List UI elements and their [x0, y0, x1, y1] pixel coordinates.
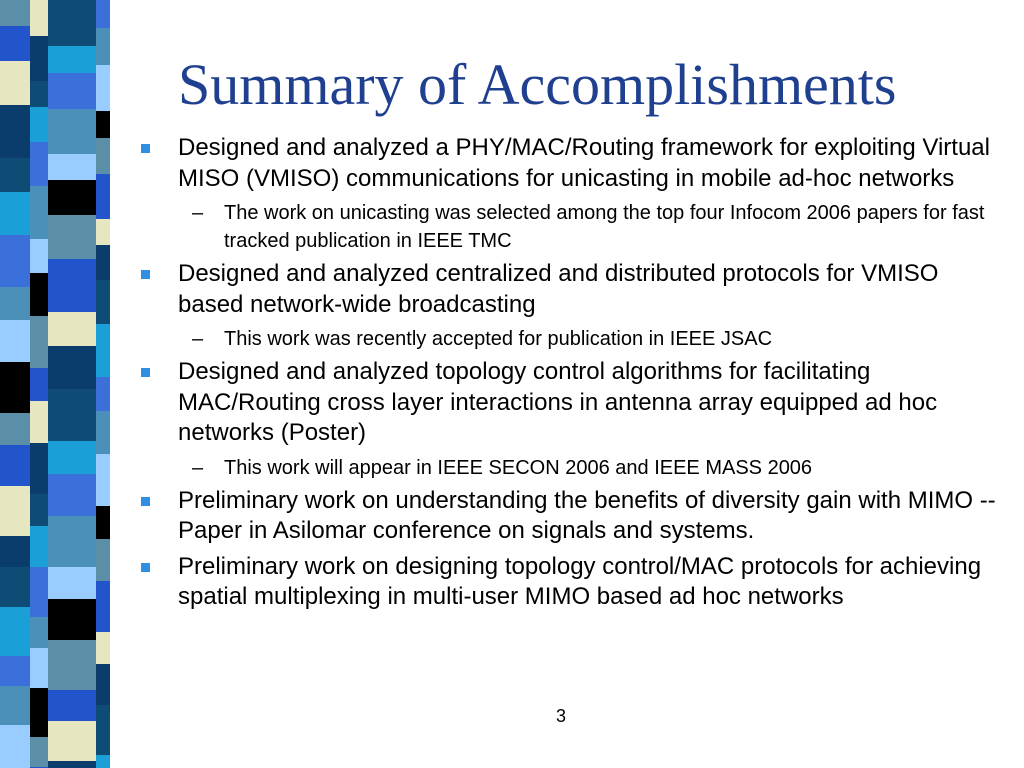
- strip-tile: [30, 494, 48, 526]
- strip-tile: [96, 28, 110, 65]
- strip-tile: [48, 761, 96, 768]
- strip-tile: [30, 401, 48, 443]
- strip-tile: [0, 26, 30, 61]
- strip-tile: [96, 65, 110, 111]
- strip-tile: [48, 154, 96, 180]
- strip-tile: [48, 640, 96, 690]
- strip-tile: [30, 737, 48, 767]
- strip-tile: [96, 111, 110, 138]
- strip-tile: [48, 346, 96, 389]
- strip-tile: [0, 445, 30, 486]
- bullet-list: [140, 133, 1010, 618]
- strip-tile: [48, 259, 96, 312]
- sub-bullet-text: This work will appear in IEEE SECON 2006 and IEEE MASS 2006: [224, 456, 813, 479]
- strip-tile: [0, 686, 30, 725]
- sub-bullet-text: The work on unicasting was selected among the top four Infocom 2006 papers for fast tracked publication in IEEE TMC: [224, 202, 985, 252]
- strip-tile: [30, 142, 48, 186]
- strip-tile: [96, 245, 110, 280]
- strip-tile: [0, 413, 30, 445]
- strip-tile: [48, 215, 96, 259]
- bullet-text: Preliminary work on understanding the benefits of diversity gain with MIMO -- Paper in Asilomar conference on signals and systems.: [178, 486, 996, 544]
- strip-tile: [96, 664, 110, 705]
- strip-tile: [96, 539, 110, 581]
- strip-tile: [96, 138, 110, 174]
- strip-tile: [0, 486, 30, 536]
- strip-tile: [0, 105, 30, 158]
- bullet-text: Designed and analyzed a PHY/MAC/Routing framework for exploiting Virtual MISO (VMISO) communications for unicasting in mobile ad-hoc networks: [178, 134, 990, 192]
- square-bullet-icon: [141, 144, 150, 153]
- strip-tile: [30, 81, 48, 107]
- strip-tile: [96, 280, 110, 324]
- bullet-item: [140, 133, 1010, 194]
- strip-tile: [30, 239, 48, 273]
- strip-tile: [96, 324, 110, 377]
- strip-tile: [96, 174, 110, 219]
- bullet-item: [140, 357, 1010, 449]
- strip-tile: [0, 192, 30, 235]
- strip-tile: [0, 362, 30, 413]
- strip-tile: [96, 0, 110, 28]
- sub-bullet-item: [140, 454, 1010, 482]
- strip-tile: [96, 506, 110, 539]
- bullet-item: [140, 552, 1010, 613]
- sub-bullet-item: [140, 199, 1010, 255]
- slide-title: Summary of Accomplishments: [178, 52, 897, 117]
- strip-tile: [48, 0, 96, 46]
- strip-tile: [48, 109, 96, 154]
- dash-bullet-icon: –: [192, 328, 204, 350]
- page-number: 3: [556, 706, 567, 726]
- strip-tile: [30, 443, 48, 494]
- square-bullet-icon: [141, 270, 150, 279]
- strip-tile: [0, 567, 30, 607]
- sub-bullet-item: [140, 325, 1010, 353]
- strip-tile: [48, 567, 96, 599]
- decorative-color-strip: [0, 0, 120, 768]
- strip-tile: [96, 411, 110, 454]
- strip-tile: [30, 186, 48, 239]
- strip-tile: [30, 36, 48, 81]
- strip-tile: [30, 688, 48, 737]
- strip-tile: [0, 0, 30, 26]
- dash-bullet-icon: –: [192, 202, 204, 224]
- strip-tile: [96, 581, 110, 632]
- strip-tile: [96, 219, 110, 245]
- dash-bullet-icon: –: [192, 456, 204, 479]
- bullet-text: Preliminary work on designing topology control/MAC protocols for achieving spatial multiplexing in multi-user MIMO based ad hoc networks: [178, 552, 982, 610]
- square-bullet-icon: [141, 368, 150, 377]
- strip-tile: [0, 656, 30, 686]
- strip-tile: [0, 61, 30, 105]
- square-bullet-icon: [141, 563, 150, 572]
- sub-bullet-text: This work was recently accepted for publication in IEEE JSAC: [224, 328, 773, 350]
- strip-tile: [0, 287, 30, 320]
- strip-tile: [48, 599, 96, 640]
- strip-tile: [48, 721, 96, 761]
- strip-tile: [48, 73, 96, 109]
- strip-tile: [48, 180, 96, 215]
- strip-tile: [30, 368, 48, 401]
- strip-tile: [48, 690, 96, 721]
- strip-tile: [30, 617, 48, 648]
- strip-tile: [48, 474, 96, 516]
- strip-tile: [30, 273, 48, 316]
- strip-tile: [30, 107, 48, 142]
- strip-tile: [96, 454, 110, 506]
- strip-tile: [0, 158, 30, 192]
- strip-tile: [0, 235, 30, 287]
- bullet-item: [140, 486, 1010, 547]
- strip-tile: [30, 0, 48, 36]
- strip-tile: [96, 755, 110, 768]
- bullet-text: Designed and analyzed topology control algorithms for facilitating MAC/Routing cross layer interactions in antenna array equipped ad hoc networks (Poster): [178, 358, 938, 446]
- strip-tile: [96, 377, 110, 411]
- strip-tile: [30, 567, 48, 617]
- strip-tile: [48, 516, 96, 567]
- strip-tile: [30, 316, 48, 368]
- square-bullet-icon: [141, 497, 150, 506]
- strip-tile: [0, 320, 30, 362]
- bullet-item: [140, 259, 1010, 320]
- strip-tile: [30, 648, 48, 688]
- strip-tile: [96, 705, 110, 755]
- strip-tile: [48, 441, 96, 474]
- bullet-text: Designed and analyzed centralized and distributed protocols for VMISO based network-wide broadcasting: [178, 260, 939, 318]
- strip-tile: [48, 46, 96, 73]
- strip-tile: [0, 725, 30, 768]
- strip-tile: [30, 526, 48, 567]
- strip-tile: [0, 607, 30, 656]
- strip-tile: [96, 632, 110, 664]
- strip-tile: [0, 536, 30, 567]
- strip-tile: [48, 389, 96, 441]
- strip-tile: [48, 312, 96, 346]
